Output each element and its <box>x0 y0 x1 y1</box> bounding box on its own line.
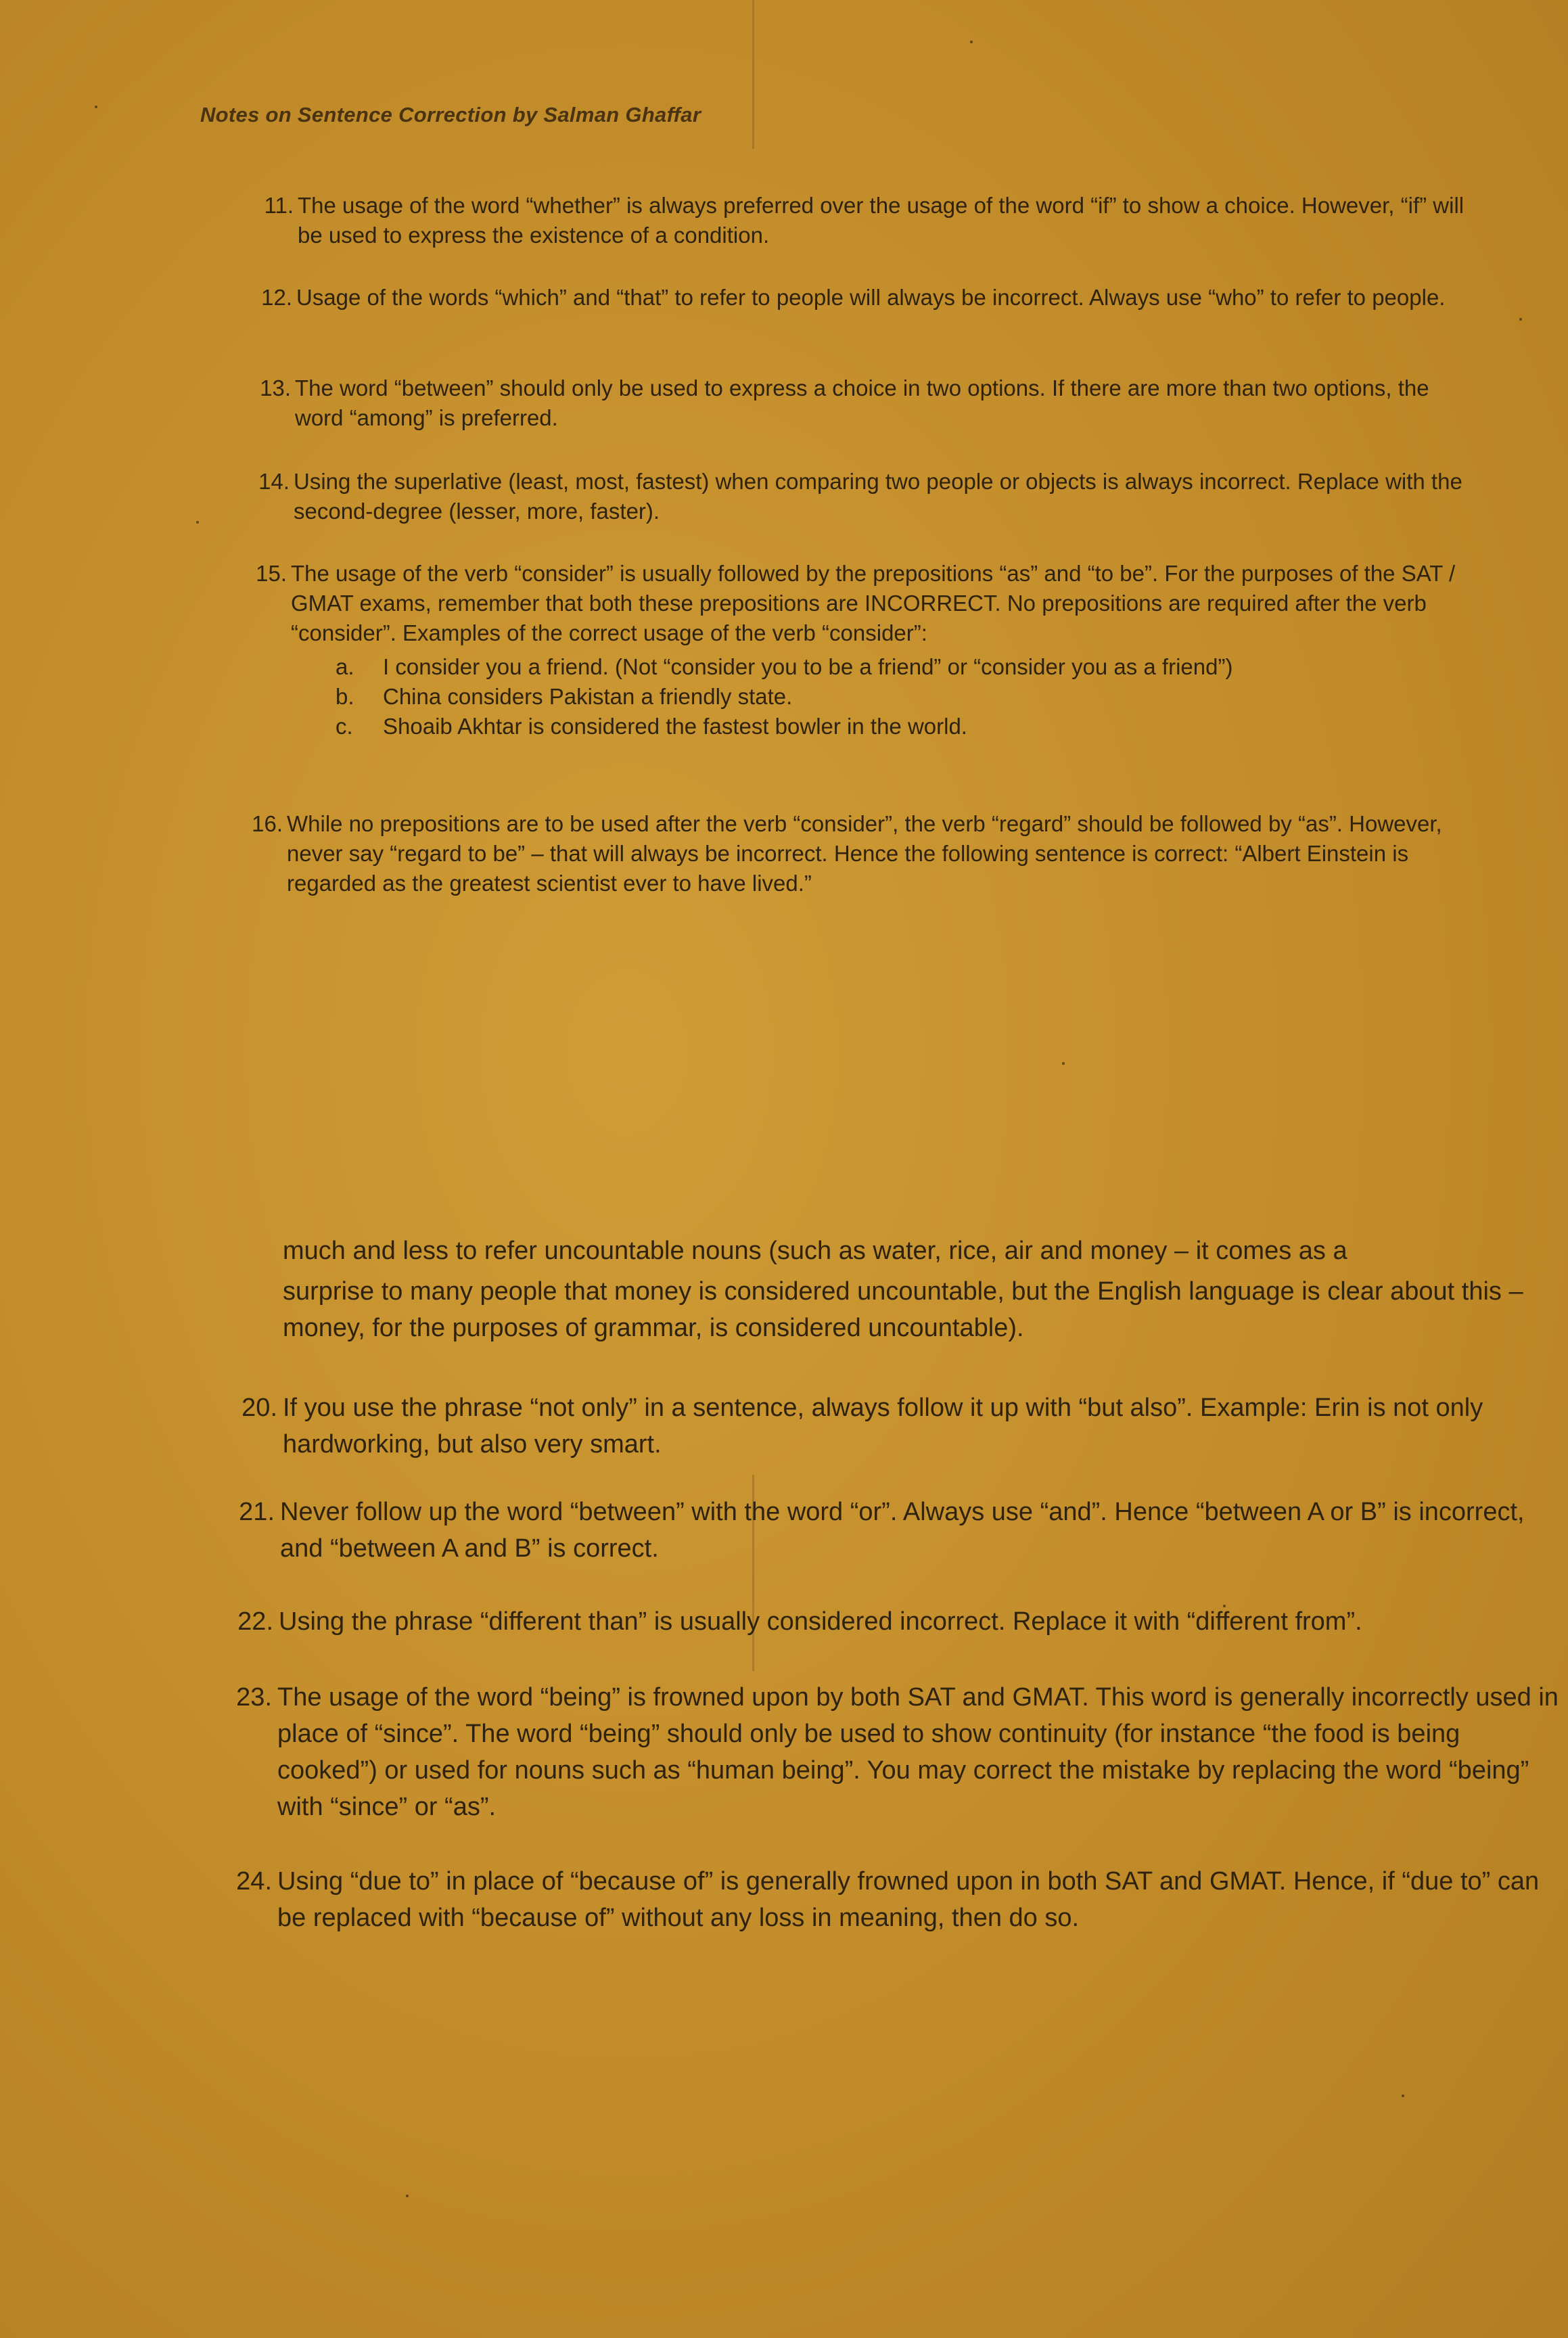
list-item-14 <box>258 467 1471 526</box>
page-header: Notes on Sentence Correction by Salman Ghaffar <box>200 103 701 127</box>
paper-speck <box>1519 318 1522 321</box>
paper-speck <box>95 106 97 108</box>
list-item-16 <box>252 809 1464 898</box>
item-number: 15. <box>256 561 287 586</box>
example-item <box>336 652 1468 682</box>
item-number: 23. <box>236 1683 272 1712</box>
item-number: 11. <box>264 193 294 218</box>
paper-speck <box>196 521 199 524</box>
paper-crease-top <box>752 0 754 149</box>
list-item-22 <box>237 1603 1564 1640</box>
example-letter: c. <box>336 714 353 739</box>
example-list <box>291 652 1468 741</box>
list-item-15 <box>256 559 1468 741</box>
item-text: Using “due to” in place of “because of” is generally frowned upon in both SAT and GMAT. Hence, if “due to” can be replaced with “because of” without any loss in meaning, then do so. <box>277 1867 1540 1932</box>
item-number: 20. <box>241 1394 277 1422</box>
list-item-20 <box>241 1390 1568 1463</box>
paper-speck <box>1223 1605 1226 1607</box>
example-letter: b. <box>336 684 354 709</box>
example-letter: a. <box>336 654 354 679</box>
item-number: 13. <box>260 375 291 400</box>
list-item-21 <box>239 1494 1565 1567</box>
item-number: 22. <box>237 1607 273 1636</box>
example-text: I consider you a friend. (Not “consider you to be a friend” or “consider you as a friend”) <box>383 654 1233 679</box>
paper-speck <box>406 2195 409 2197</box>
item-text: The usage of the verb “consider” is usually followed by the prepositions “as” and “to be”. For the purposes of the SAT / GMAT exams, remember that both these prepositions are INCORRECT. No prepositions are required after the verb “consider”. Examples of the correct usage of the verb “consider”: <box>291 561 1456 645</box>
example-text: China considers Pakistan a friendly state. <box>383 684 793 709</box>
item-text: If you use the phrase “not only” in a sentence, always follow it up with “but also”. Example: Erin is not only hardworking, but also very smart. <box>283 1394 1483 1459</box>
list-item-13 <box>260 373 1472 433</box>
cutoff-line-text: much and less to refer uncountable nouns (such as water, rice, air and money – it comes as a <box>283 1237 1347 1265</box>
example-item <box>336 682 1468 712</box>
item-text: Using the superlative (least, most, fastest) when comparing two people or objects is always incorrect. Replace with the second-degree (lesser, more, faster). <box>294 469 1462 524</box>
item-text: The usage of the word “whether” is always preferred over the usage of the word “if” to show a choice. However, “if” will be used to express the existence of a condition. <box>298 193 1465 248</box>
list-item-24 <box>236 1863 1563 1936</box>
item-text: Never follow up the word “between” with the word “or”. Always use “and”. Hence “between A or B” is incorrect, and “between A and B” is correct. <box>280 1498 1525 1563</box>
example-text: Shoaib Akhtar is considered the fastest bowler in the world. <box>383 714 967 739</box>
item-number: 21. <box>239 1498 275 1526</box>
item-number: 12. <box>261 285 292 310</box>
continuation-text: surprise to many people that money is considered uncountable, but the English language is clear about this – money, for the purposes of grammar, is considered uncountable). <box>283 1277 1523 1342</box>
example-item <box>336 712 1468 741</box>
paper-speck <box>1062 1062 1065 1065</box>
list-item-11 <box>264 191 1475 250</box>
list-item-12 <box>261 283 1473 313</box>
item-number: 16. <box>252 811 283 836</box>
item-text: The word “between” should only be used to express a choice in two options. If there are more than two options, the word “among” is preferred. <box>295 375 1429 430</box>
item-number: 24. <box>236 1867 272 1896</box>
item-number: 14. <box>258 469 290 494</box>
item-text: The usage of the word “being” is frowned upon by both SAT and GMAT. This word is generally incorrectly used in place of “since”. The word “being” should only be used to show continuity (for instance “the food is being cooked”) or used for nouns such as “human being”. You may correct the mistake by replacing the word “being” with “since” or “as”. <box>277 1683 1559 1821</box>
paper-speck <box>970 41 973 43</box>
item-text: Using the phrase “different than” is usually considered incorrect. Replace it with “different from”. <box>279 1607 1362 1636</box>
item-text: While no prepositions are to be used after the verb “consider”, the verb “regard” should be followed by “as”. However, never say “regard to be” – that will always be incorrect. Hence the following sentence is correct: “Albert Einstein is regarded as the greatest scientist ever to have lived.” <box>287 811 1442 896</box>
list-item-23 <box>236 1679 1563 1825</box>
item-text: Usage of the words “which” and “that” to refer to people will always be incorrect. Always use “who” to refer to people. <box>296 285 1446 310</box>
cutoff-line <box>283 1237 1347 1269</box>
blank-fold-gap <box>264 947 1414 1258</box>
paper-speck <box>1402 2094 1404 2097</box>
